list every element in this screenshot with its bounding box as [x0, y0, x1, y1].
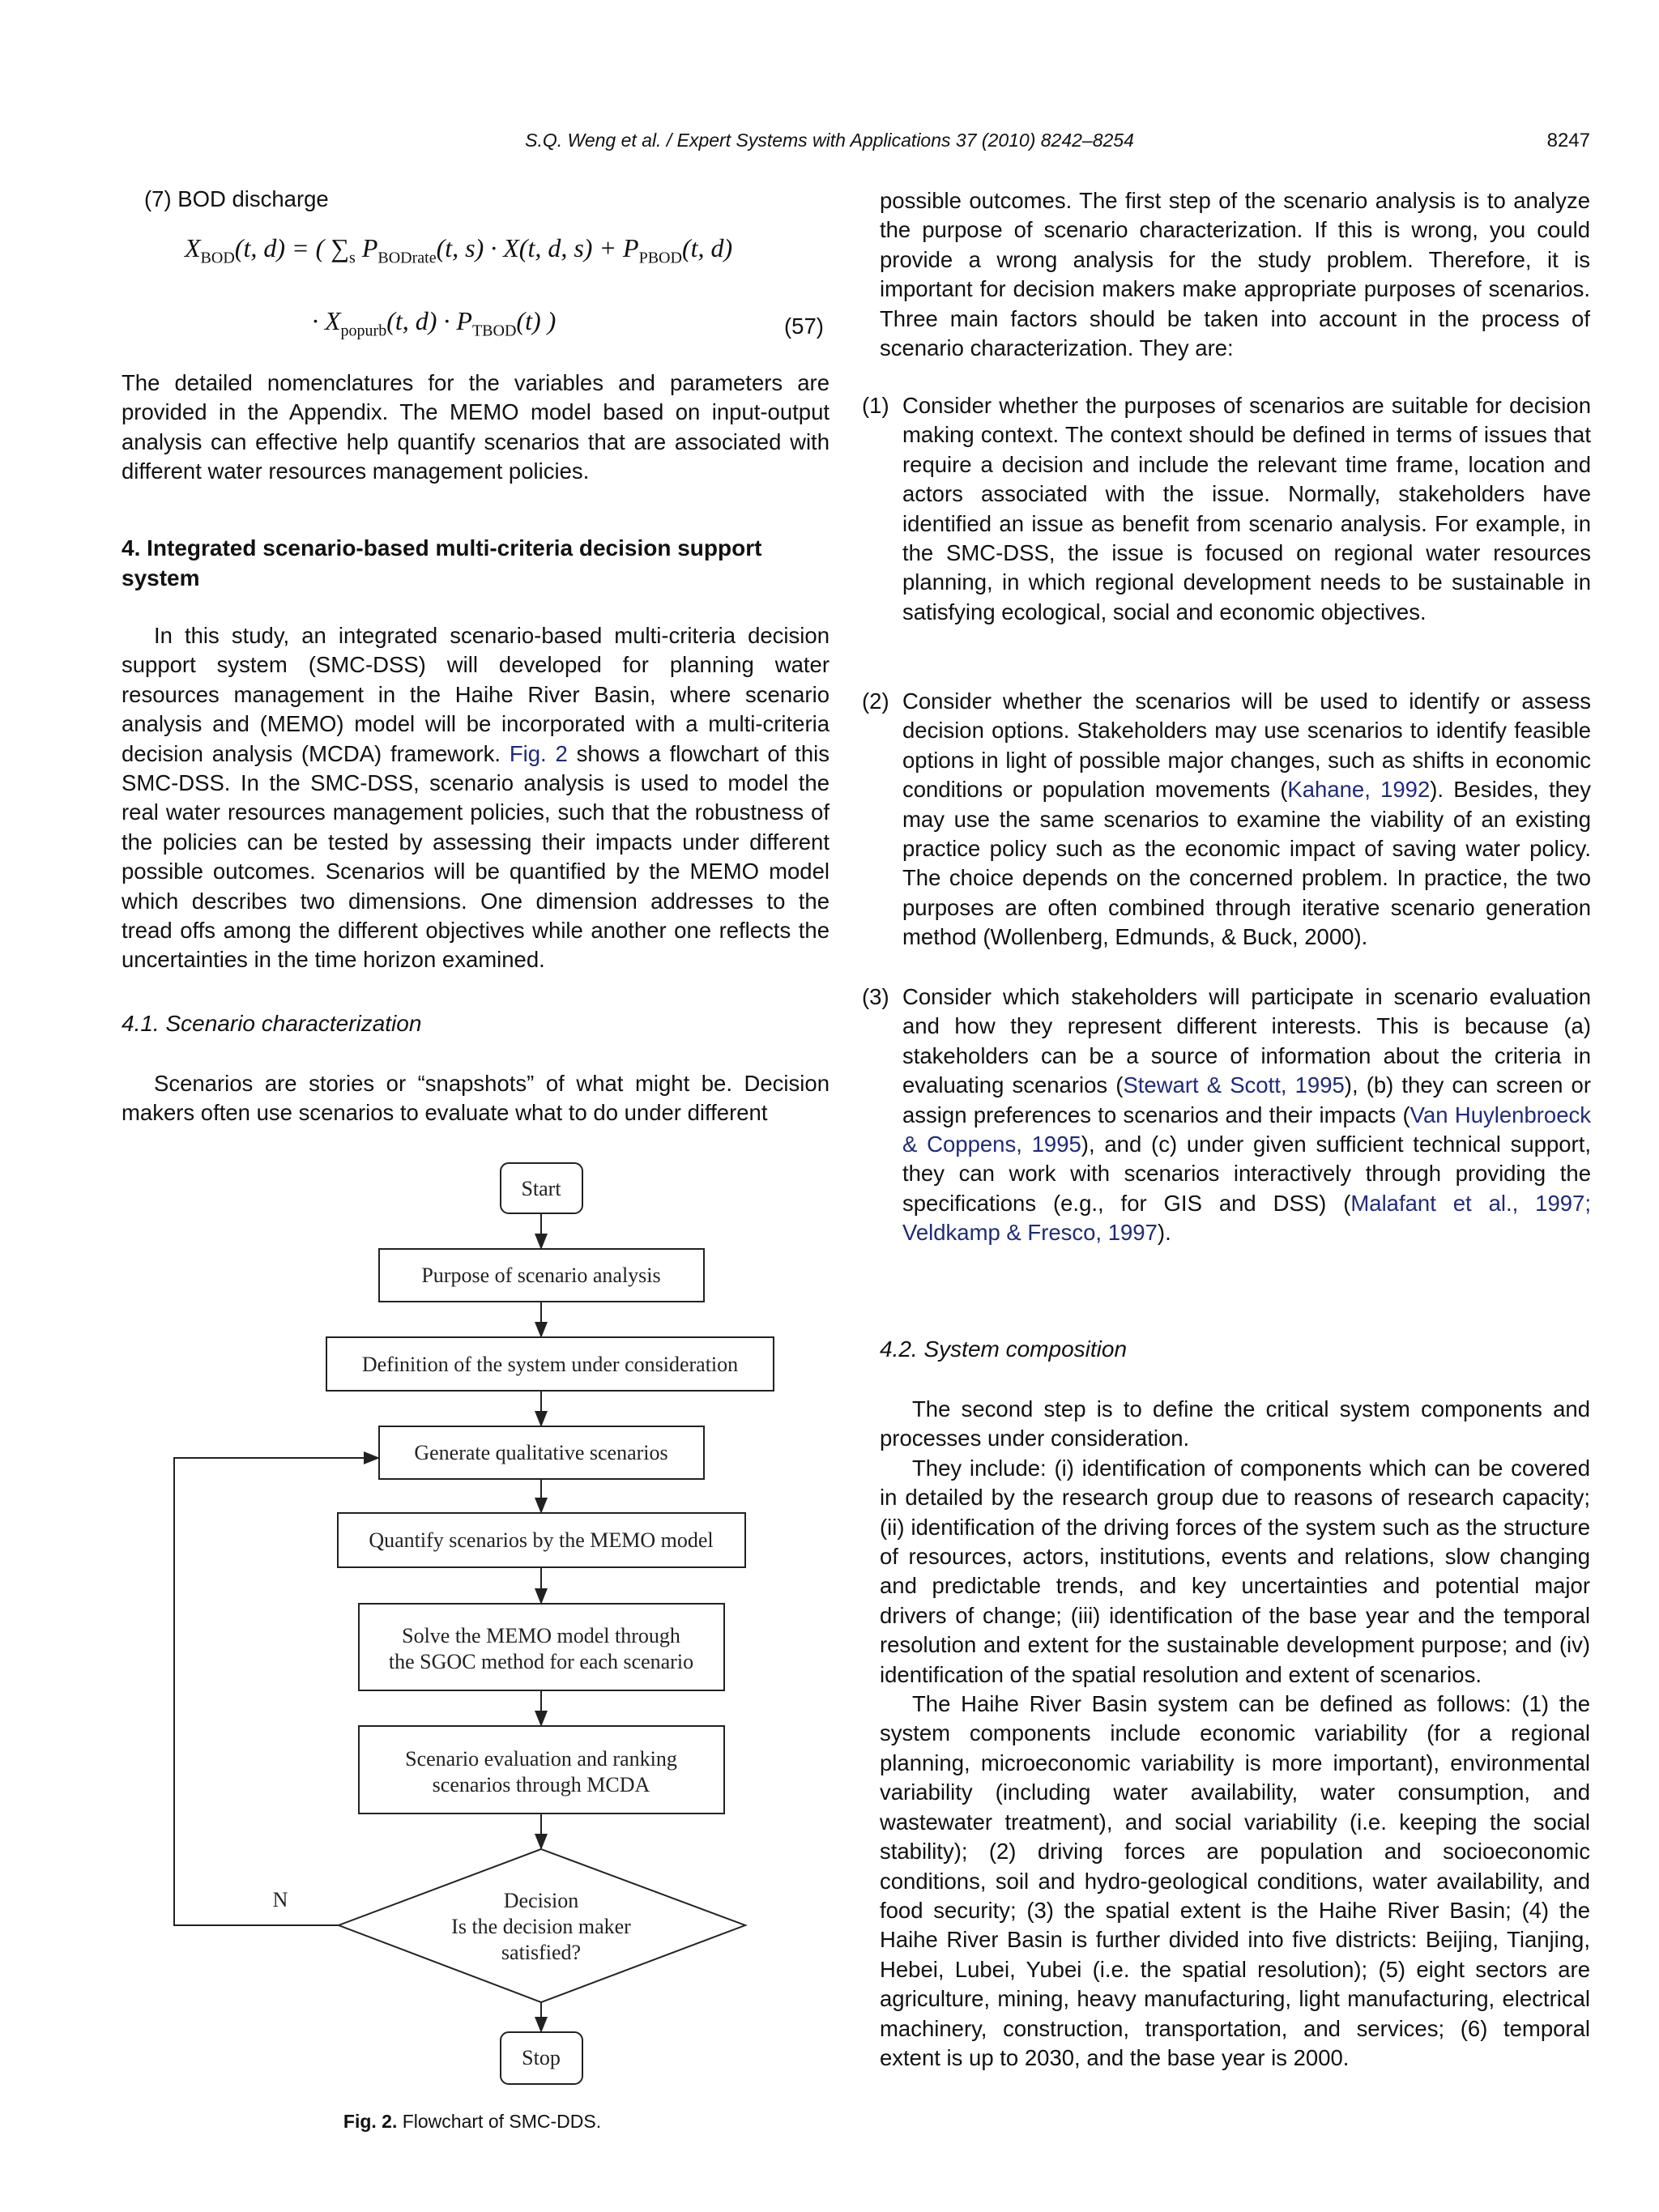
equation-number: (57)	[784, 313, 824, 339]
decision-label: Decision	[503, 1889, 579, 1912]
link-malafant-veldkamp-1997[interactable]: Malafant et al., 1997; Veldkamp & Fresco, 1997	[902, 1190, 1591, 1246]
paragraph-scenarios: Scenarios are stories or “snapshots” of what might be. Decision makers often use scenarios to evaluate what to do under different	[122, 1071, 830, 1126]
system-composition-body	[880, 1395, 1590, 2073]
step-label: Purpose of scenario analysis	[421, 1264, 661, 1287]
link-fig-2[interactable]: Fig. 2	[509, 740, 568, 766]
start-label: Start	[521, 1177, 561, 1200]
equation-57-line1: $X_{BOD}(t$, d) = ( $\sum_s$ $P_{BODrate}(t$, s) · X(t, d, $s) + P_{PBOD}(t$, d)	[185, 233, 733, 267]
list-item-2: (2) Consider whether the scenarios will be used to identify or assess decision options. Stakeholders may use scenarios to identify feasible options in light of possible major changes, such as shifts in economic conditions or population movements (Kahane, 1992). Besides, they may use the same scenarios to examine the viability of an existing practice policy such as the economic impact of saving water policy. The choice depends on the concerned problem. In practice, the two purposes are often combined through iterative scenario generation method (Wollenberg, Edmunds, & Buck, 2000).	[862, 688, 1591, 950]
running-header: S.Q. Weng et al. / Expert Systems with Applications 37 (2010) 8242–8254	[525, 130, 1134, 151]
link-stewart-scott-1995[interactable]: Stewart & Scott, 1995	[1123, 1072, 1345, 1098]
flow-arrows	[174, 1213, 541, 2031]
solve-label: Solve the MEMO model through	[402, 1624, 680, 1647]
figure-caption: Fig. 2. Flowchart of SMC-DDS.	[343, 2111, 602, 2132]
step-label: Generate qualitative scenarios	[414, 1441, 668, 1464]
subsection-heading-4-2: 4.2. System composition	[880, 1336, 1128, 1362]
paragraph-they-include: They include: (i) identification of components which can be covered in detailed by the research group due to reasons of research capacity; (ii) identification of the driving forces of the system such as the structure of resources, actors, institutions, events and relations, slow changing and predictable trends, and key uncertainties and potential major drivers of change; (iii) identification of the base year and the temporal resolution and extent for the sustainable development purpose; and (iv) identification of the spatial resolution and extent of scenarios.	[880, 1455, 1590, 1687]
evaluate-label: scenarios through MCDA	[432, 1773, 650, 1796]
paragraph-smc-dss: In this study, an integrated scenario-based multi-criteria decision support system (SMC-DSS) will developed for planning water resources management in the Haihe River Basin, where scenario analysis and (MEMO) model will be incorporated with a multi-criteria decision analysis (MCDA) framework. Fig. 2 shows a flowchart of this SMC-DSS. In the SMC-DSS, scenario analysis is used to model the real water resources management policies, such that the robustness of the policies can be tested by assessing their impacts under different possible outcomes. Scenarios will be quantified by the MEMO model which describes two dimensions. One dimension addresses to the tread offs among the different objectives while another one reflects the uncertainties in the time horizon examined.	[122, 623, 830, 973]
equation-57-line2: · $X_{popurb}(t$, $d) \cdot P_{TBOD}(t)$ )	[312, 306, 557, 340]
solve-label: the SGOC method for each scenario	[388, 1650, 694, 1673]
evaluate-label: Scenario evaluation and ranking	[405, 1747, 677, 1771]
list-item-1: (1) Consider whether the purposes of scenarios are suitable for decision making context. The context should be defined in terms of issues that require a decision and include the relevant time frame, location and actors associated with the issue. Normally, stakeholders have identified an issue as benefit from scenario analysis. For example, in the SMC-DSS, the issue is focused on regional water resources planning, in which regional development needs to be sustainable in satisfying ecological, social and economic objectives.	[862, 393, 1591, 624]
subsection-heading-4-1: 4.1. Scenario characterization	[122, 1011, 422, 1036]
list-item-3: (3) Consider which stakeholders will participate in scenario evaluation and how they represent different interests. This is because (a) stakeholders can be a source of information about the criteria in evaluating scenarios (Stewart & Scott, 1995), (b) they can screen or assign preferences to scenarios and their impacts (Van Huylenbroeck & Coppens, 1995), and (c) under given sufficient technical support, they can work with scenarios interactively through providing the specifications (e.g., for GIS and DSS) (Malafant et al., 1997; Veldkamp & Fresco, 1997).	[862, 984, 1592, 1246]
link-van-huylenbroeck-1995[interactable]: Van Huylenbroeck & Coppens, 1995	[902, 1102, 1591, 1157]
paragraph-haihe-system: The Haihe River Basin system can be defined as follows: (1) the system components include economic variability (for a regional planning, microeconomic variability is more important), environmental variability (including water availability, water consumption, and wastewater treatment), and social variability (i.e. keeping the social stability); (2) driving forces are population and socioeconomic conditions, soil and hydro-geological conditions, water availability, and food security; (3) the spatial extent is the Haihe River Basin; (4) the Haihe River Basin is further divided into five districts: Beijing, Tianjing, Hebei, Lubei, Yubei (i.e. the spatial resolution); (5) eight sectors are agriculture, mining, heavy manufacturing, light manufacturing, electrical machinery, construction, transportation, and services; (6) temporal extent is up to 2030, and the base year is 2000.	[880, 1691, 1590, 2070]
link-kahane-1992[interactable]: Kahane, 1992	[1287, 777, 1431, 803]
decision-label: satisfied?	[501, 1941, 582, 1964]
section-heading-4: 4. Integrated scenario-based multi-criteria decision support system	[122, 535, 762, 590]
page-number: 8247	[1546, 130, 1590, 151]
no-branch-label: N	[272, 1888, 288, 1912]
paragraph-nomenclature: The detailed nomenclatures for the variables and parameters are provided in the Appendix. The MEMO model based on input-output analysis can effective help quantify scenarios that are associated with different water resources management policies.	[122, 370, 830, 484]
step-label: Quantify scenarios by the MEMO model	[369, 1528, 714, 1552]
decision-label: Is the decision maker	[451, 1915, 631, 1938]
bod-discharge-label: (7) BOD discharge	[144, 186, 329, 211]
paragraph-second-step: The second step is to define the critical system components and processes under consideration.	[880, 1396, 1590, 1451]
step-label: Definition of the system under consideration	[361, 1353, 739, 1376]
paragraph-possible-outcomes: possible outcomes. The first step of the scenario analysis is to analyze the purpose of scenario characterization. If this is wrong, you could provide a wrong analysis for the study problem. Therefore, it is important for decision makers make appropriate purposes of scenarios. Three main factors should be taken into account in the process of scenario characterization. They are:	[880, 188, 1590, 361]
stop-label: Stop	[522, 2046, 561, 2069]
